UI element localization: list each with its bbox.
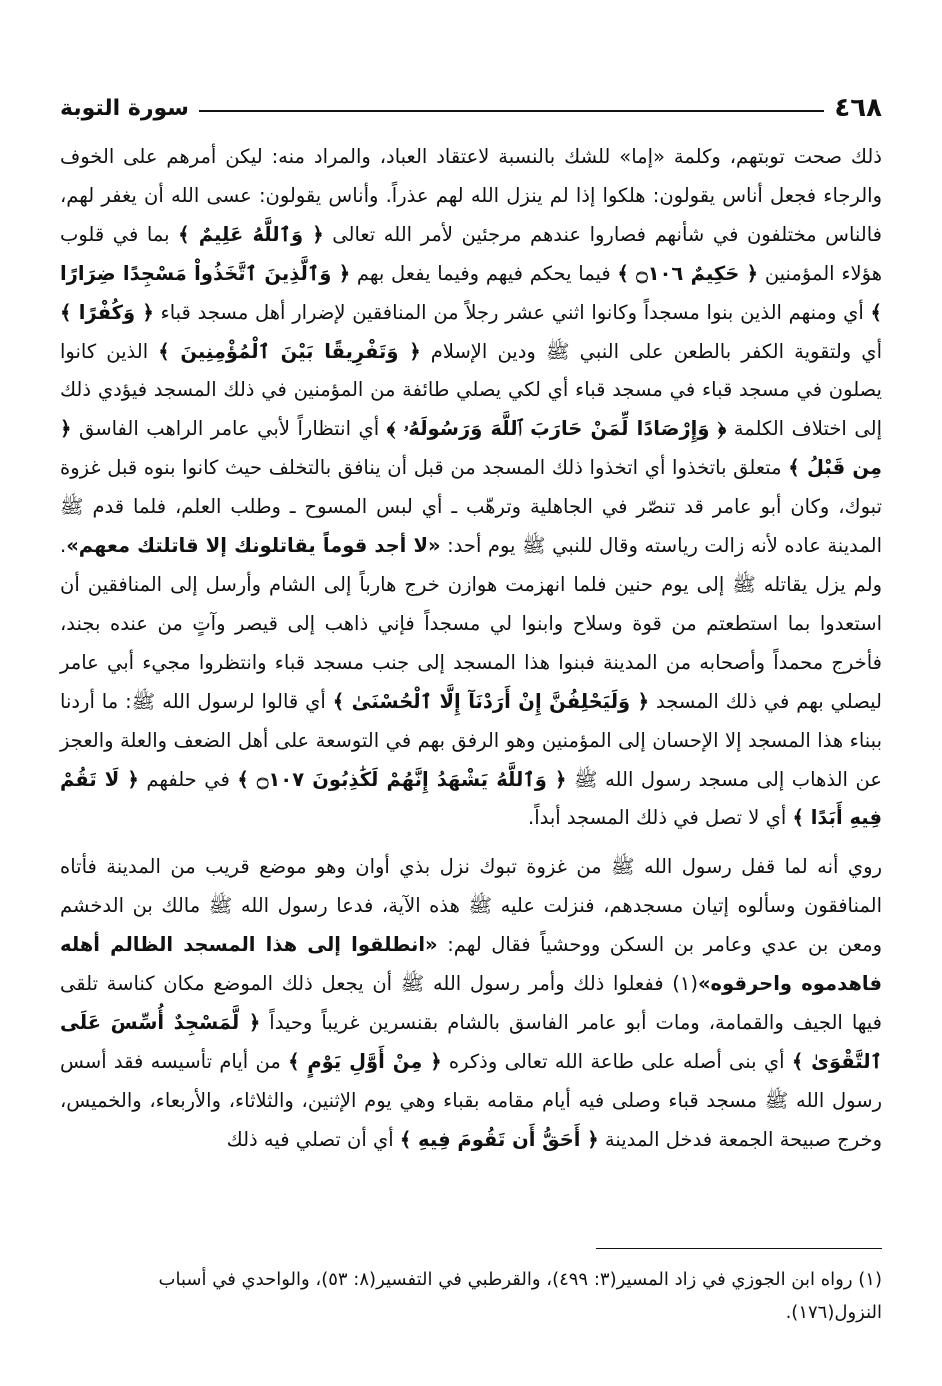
quran-verse: ﴿ مِن قَبْلُ ﴾ bbox=[60, 417, 882, 480]
text-run: أي قالوا لرسول الله ﷺ: ما أردنا ببناء هذا المسجد إلا الإحسان إلى المؤمنين وهو الرفق بهم في التوسعة على أهل الضعف والعلة والعجز عن الذهاب إلى مسجد رسول الله ﷺ bbox=[60, 689, 882, 791]
hadith-quote: «لا أجد قوماً يقاتلونك إلا قاتلتك معهم» bbox=[66, 534, 441, 558]
footnote: (١) رواه ابن الجوزي في زاد المسير(٣: ٤٩٩)، والقرطبي في التفسير(٨: ٥٣)، والواحدي في أسباب النزول(١٧٦). bbox=[158, 1269, 882, 1323]
text-run: أي ومنهم الذين بنوا مسجداً وكانوا اثني عشر رجلاً من المنافقين لإضرار أهل مسجد قباء bbox=[153, 300, 871, 324]
quran-verse: ﴿ وَكُفْرًا ﴾ bbox=[60, 300, 154, 324]
quran-verse: ﴿ أَحَقُّ أَن تَقُومَ فِيهِ ﴾ bbox=[399, 1127, 599, 1151]
text-run: (١) bbox=[672, 972, 698, 996]
text-run: في حلفهم bbox=[138, 767, 238, 791]
quran-verse: ﴿ وَلَيَحْلِفُنَّ إِنْ أَرَدْنَآ إِلَّا ٱلْحُسْنَىٰ ﴾ bbox=[332, 689, 650, 713]
text-run: الذين كانوا يصلون في مسجد قباء في مسجد قباء أي لكي يصلي طائفة من المؤمنين في ذلك المسجد فيؤدي ذلك إلى اختلاف الكلمة bbox=[60, 339, 882, 441]
quran-verse: ﴿ مِنْ أَوَّلِ يَوْمٍ ﴾ bbox=[288, 1049, 442, 1073]
quran-verse: ﴿ وَٱلَّذِينَ ٱتَّخَذُواْ مَسْجِدًا ضِرَارًا ﴾ bbox=[60, 261, 882, 324]
header-rule bbox=[199, 110, 824, 112]
page-header bbox=[60, 88, 882, 128]
page-number: ٤٦٨ bbox=[834, 93, 882, 123]
text-run: فيما يحكم فيهم وفيما يفعل بهم bbox=[350, 261, 618, 285]
quran-verse: ﴿ لَا تَقُمْ فِيهِ أَبَدًا ﴾ bbox=[60, 767, 882, 830]
quran-verse: ﴿ وَإِرْصَادًا لِّمَنْ حَارَبَ ٱللَّهَ وَرَسُولَهُۥ ﴾ bbox=[386, 417, 727, 441]
text-run: . ولم يزل يقاتله ﷺ إلى يوم حنين فلما انهزمت هوازن خرج هارباً إلى الشام وأرسل إلى المنافقين أن استعدوا بما استطعتم من قوة وسلاح وابنوا لي مسجداً فإني ذاهب إلى قيصر وآتٍ من عنده بجند، فأخرج محمداً وأصحابه من المدينة فبنوا هذا المسجد إلى جنب مسجد قباء وانتظروا مجيء أبي عامر ليصلي بهم في ذلك المسجد bbox=[60, 534, 882, 713]
text-run: ففعلوا ذلك وأمر رسول الله ﷺ أن يجعل ذلك الموضع مكان كناسة تلقى فيها الجيف والقمامة، ومات أبو عامر الفاسق بالشام بقنسرين غريباً وحيداً bbox=[60, 972, 882, 1034]
quran-verse: ﴿ حَكِيمٌ ۝١٠٦ ﴾ bbox=[617, 261, 759, 285]
paragraph bbox=[60, 138, 882, 838]
hadith-quote: «انطلقوا إلى هذا المسجد الظالم أهله فاهدموه واحرقوه» bbox=[60, 933, 882, 996]
quran-verse: ﴿ وَٱللَّهُ يَشْهَدُ إِنَّهُمْ لَكَٰذِبُونَ ۝١٠٧ ﴾ bbox=[237, 767, 567, 791]
text-run: روي أنه لما قفل رسول الله ﷺ من غزوة تبوك نزل بذي أوان وهو موضع قريب من المدينة فأتاه المنافقون وسألوه إتيان مسجدهم، فنزلت عليه ﷺ هذه الآية، فدعا رسول الله ﷺ مالك بن الدخشم ومعن بن عدي وعامر بن السكن ووحشياً فقال لهم: bbox=[60, 855, 882, 957]
text-run: أي بنى أصله على طاعة الله تعالى وذكره bbox=[441, 1049, 792, 1073]
paragraph bbox=[60, 848, 882, 1159]
text-run: أي أن تصلي فيه ذلك bbox=[226, 1127, 400, 1151]
text-run: أي ولتقوية الكفر بالطعن على النبي ﷺ ودين الإسلام bbox=[420, 339, 882, 363]
text-run: من أيام تأسيسه فقد أسس رسول الله ﷺ مسجد قباء وصلى فيه أيام مقامه بقباء وهي يوم الإثنين، والثلاثاء، والأربعاء، والخميس، وخرج صبيحة الجمعة فدخل المدينة bbox=[60, 1049, 882, 1151]
text-run: متعلق باتخذوا أي اتخذوا ذلك المسجد من قبل أن ينافق بالتخلف حيث كانوا بنوه قبل غزوة تبوك، وكان أبو عامر قد تنصّر في الجاهلية وترهّب ـ أي لبس المسوح ـ وطلب العلم، فلما قدم ﷺ المدينة عاده لأنه زالت رياسته وقال للنبي ﷺ يوم أحد: bbox=[60, 456, 882, 558]
surah-name: سورة التوبة bbox=[60, 95, 189, 121]
text-run: ذلك صحت توبتهم، وكلمة «إما» للشك بالنسبة لاعتقاد العباد، والمراد منه: ليكن أمرهم على الخوف والرجاء فجعل أناس يقولون: هلكوا إذا لم ينزل الله لهم عذراً. وأناس يقولون: عسى الله أن يغفر لهم، فالناس مختلفون في شأنهم فصاروا عندهم مرجئين لأمر الله تعالى bbox=[60, 145, 883, 246]
text-run: أي انتظاراً لأبي عامر الراهب الفاسق bbox=[71, 417, 387, 441]
quran-verse: ﴿ وَتَفْرِيقًا بَيْنَ ٱلْمُؤْمِنِينَ ﴾ bbox=[158, 339, 421, 363]
text-run: بما في قلوب هؤلاء المؤمنين bbox=[60, 222, 882, 285]
body-text bbox=[60, 138, 882, 1160]
text-run: أي لا تصل في ذلك المسجد أبداً. bbox=[528, 806, 793, 830]
footnote-rule bbox=[596, 1248, 882, 1249]
quran-verse: ﴿ لَّمَسْجِدٌ أُسِّسَ عَلَى ٱلتَّقْوَىٰ ﴾ bbox=[60, 1010, 883, 1073]
quran-verse: ﴿ وَٱللَّهُ عَلِيمٌ ﴾ bbox=[178, 222, 324, 246]
